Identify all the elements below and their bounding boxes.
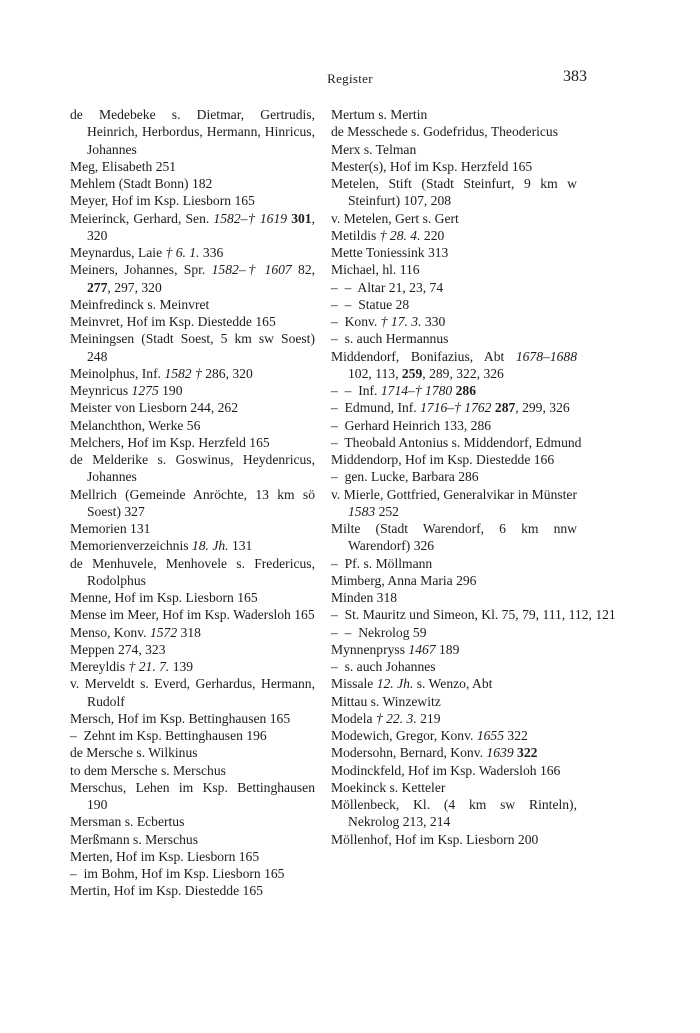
- entry-text: – Gerhard Heinrich 133, 286: [331, 417, 492, 433]
- entry-date-italic: † 6. 1.: [165, 245, 200, 260]
- entry-text: 330: [421, 314, 446, 329]
- entry-text: Mertum s. Mertin: [331, 107, 428, 122]
- entry-text: 252: [375, 503, 399, 519]
- entry-text: v. Merveldt s. Everd, Gerhardus, Hermann, Rudolf: [70, 676, 315, 709]
- entry-page-bold: 286: [455, 383, 477, 398]
- entry-text: – St. Mauritz und Simeon, Kl. 75, 79, 111, 112, 121: [331, 607, 616, 623]
- index-entry: [331, 572, 577, 589]
- entry-date-italic: 12. Jh.: [376, 676, 414, 692]
- index-entry: [70, 106, 315, 158]
- index-entry: [70, 296, 315, 313]
- entry-text: de Mersche s. Wilkinus: [70, 745, 198, 761]
- index-entry: [331, 434, 582, 451]
- entry-date-italic: 1582–† 1607: [211, 262, 292, 278]
- index-entry: [70, 417, 315, 434]
- entry-text: 220: [420, 227, 445, 243]
- index-entry: [70, 589, 315, 606]
- index-entry: [331, 486, 577, 521]
- index-entry: [70, 175, 315, 192]
- entry-text: – Theobald Antonius s. Middendorf, Edmund: [331, 434, 582, 450]
- entry-date-italic: 1275: [131, 383, 159, 398]
- index-entry: [70, 813, 315, 830]
- entry-text: Memorien 131: [70, 521, 151, 536]
- entry-date-italic: 18. Jh.: [191, 538, 229, 554]
- index-column-right: [331, 106, 616, 848]
- entry-text: Modela: [331, 710, 376, 726]
- index-entry: [70, 727, 315, 744]
- entry-text: Melanchthon, Werke 56: [70, 417, 201, 433]
- index-entry: [331, 382, 577, 399]
- entry-page-bold: 259: [401, 365, 423, 381]
- entry-text: – Zehnt im Ksp. Bettinghausen 196: [70, 728, 267, 743]
- index-entry: [70, 537, 315, 554]
- index-entry: [331, 624, 577, 641]
- entry-date-italic: 1583: [348, 503, 376, 519]
- entry-text: 139: [169, 659, 194, 674]
- entry-text: Meister von Liesborn 244, 262: [70, 400, 239, 416]
- entry-text: , 320: [87, 210, 315, 243]
- entry-text: Metelen, Stift (Stadt Steinfurt, 9 km w Steinfurt) 107, 208: [331, 176, 577, 209]
- entry-text: 82,: [291, 262, 316, 278]
- entry-text: – – Statue 28: [331, 296, 410, 312]
- entry-text: Meinvret, Hof im Ksp. Diestedde 165: [70, 314, 276, 329]
- index-entry: [331, 313, 577, 330]
- index-entry: [70, 762, 315, 779]
- entry-text: de Messchede s. Godefridus, Theodericus: [331, 124, 559, 140]
- entry-text: de Melderike s. Goswinus, Heydenricus, Johannes: [70, 452, 315, 485]
- entry-text: 322: [504, 728, 528, 743]
- index-entry: [331, 175, 577, 210]
- entry-text: Meyer, Hof im Ksp. Liesborn 165: [70, 193, 255, 209]
- entry-text: Meiners, Johannes, Spr.: [70, 262, 212, 278]
- entry-text: Mette Toniessink 313: [331, 245, 449, 260]
- entry-text: Melchers, Hof im Ksp. Herzfeld 165: [70, 434, 270, 450]
- entry-text: – im Bohm, Hof im Ksp. Liesborn 165: [70, 866, 285, 881]
- entry-text: to dem Mersche s. Merschus: [70, 762, 226, 778]
- entry-text: Moekinck s. Ketteler: [331, 779, 446, 795]
- entry-text: Meynricus: [70, 383, 132, 398]
- index-entry: [331, 693, 577, 710]
- entry-text: 286, 320: [201, 365, 253, 381]
- entry-text: Metildis: [331, 227, 380, 243]
- index-entry: [70, 382, 315, 399]
- index-entry: [331, 468, 577, 485]
- index-entry: [70, 779, 315, 814]
- entry-text: v. Mierle, Gottfried, Generalvikar in Münster: [331, 486, 577, 502]
- index-entry: [331, 296, 577, 313]
- entry-text: 336: [199, 245, 224, 260]
- entry-text: 131: [228, 538, 253, 554]
- index-entry: [331, 710, 577, 727]
- index-entry: [331, 330, 577, 347]
- index-entry: [331, 123, 577, 140]
- entry-text: Menne, Hof im Ksp. Liesborn 165: [70, 590, 258, 605]
- entry-text: – – Nekrolog 59: [331, 624, 427, 640]
- entry-date-italic: 1467: [408, 641, 436, 657]
- entry-text: Minden 318: [331, 590, 398, 605]
- entry-text: – s. auch Johannes: [331, 659, 436, 674]
- index-entry: [331, 589, 577, 606]
- entry-text: , 299, 326: [515, 400, 570, 416]
- entry-date-italic: 1639: [486, 745, 514, 761]
- entry-text: – – Inf.: [331, 383, 381, 398]
- index-column-left: [70, 106, 315, 900]
- entry-text: Mersch, Hof im Ksp. Bettinghausen 165: [70, 710, 291, 726]
- index-entry: [70, 710, 315, 727]
- entry-text: 190: [158, 383, 183, 398]
- entry-text: Mimberg, Anna Maria 296: [331, 572, 477, 588]
- entry-text: – Edmund, Inf.: [331, 400, 421, 416]
- entry-text: Mellrich (Gemeinde Anröchte, 13 km sö Soest) 327: [70, 486, 315, 519]
- index-entry: [331, 227, 577, 244]
- index-entry: [331, 658, 577, 675]
- index-entry: [70, 744, 315, 761]
- index-entry: [331, 348, 577, 383]
- index-entry: [331, 399, 577, 416]
- index-entry: [70, 624, 315, 641]
- index-entry: [331, 520, 577, 555]
- index-entry: [70, 520, 315, 537]
- entry-text: Mersman s. Ecbertus: [70, 814, 185, 830]
- entry-text: Merten, Hof im Ksp. Liesborn 165: [70, 848, 260, 864]
- entry-text: 318: [177, 624, 201, 640]
- entry-date-italic: † 22. 3.: [375, 710, 417, 726]
- index-entry: [331, 744, 577, 761]
- entry-text: Merßmann s. Merschus: [70, 831, 198, 847]
- entry-text: Modinckfeld, Hof im Ksp. Wadersloh 166: [331, 762, 561, 778]
- entry-text: 102, 113,: [348, 365, 402, 381]
- index-entry: [331, 279, 577, 296]
- entry-date-italic: 1678–1688: [515, 348, 577, 364]
- entry-text: Michael, hl. 116: [331, 262, 420, 278]
- index-entry: [70, 313, 315, 330]
- index-entry: [331, 555, 577, 572]
- entry-text: de Medebeke s. Dietmar, Gertrudis, Heinrich, Herbordus, Hermann, Hinricus, Johannes: [70, 107, 315, 157]
- entry-text: – Konv.: [331, 314, 381, 329]
- index-entry: [70, 261, 315, 296]
- index-entry: [331, 831, 577, 848]
- page-number: 383: [563, 68, 587, 85]
- index-entry: [331, 779, 577, 796]
- entry-text: Mertin, Hof im Ksp. Diestedde 165: [70, 883, 263, 899]
- index-entry: [70, 865, 315, 882]
- index-entry: [70, 330, 315, 365]
- entry-date-italic: 1572: [149, 624, 178, 640]
- entry-text: Möllenbeck, Kl. (4 km sw Rinteln), Nekrolog 213, 214: [331, 797, 577, 830]
- index-entry: [70, 882, 315, 899]
- entry-date-italic: 1655: [476, 728, 504, 743]
- entry-text: Middendorf, Bonifazius, Abt: [331, 348, 516, 364]
- entry-text: Memorienverzeichnis: [70, 538, 192, 554]
- entry-text: – s. auch Hermannus: [331, 331, 449, 347]
- entry-page-bold: 287: [494, 400, 516, 416]
- entry-page-bold: 277: [87, 279, 108, 295]
- index-entry: [331, 417, 577, 434]
- index-entry: [331, 210, 577, 227]
- index-entry: [70, 434, 315, 451]
- entry-text: – gen. Lucke, Barbara 286: [331, 469, 479, 485]
- index-entry: [331, 244, 577, 261]
- entry-text: Merschus, Lehen im Ksp. Bettinghausen 190: [70, 779, 315, 812]
- entry-text: Merx s. Telman: [331, 141, 417, 157]
- index-entry: [70, 399, 315, 416]
- index-entry: [70, 848, 315, 865]
- entry-text: de Menhuvele, Menhovele s. Fredericus, Rodolphus: [70, 555, 315, 588]
- index-entry: [70, 658, 315, 675]
- index-entry: [70, 675, 315, 710]
- index-entry: [331, 727, 577, 744]
- index-entry: [331, 762, 577, 779]
- entry-text: Möllenhof, Hof im Ksp. Liesborn 200: [331, 831, 539, 847]
- entry-text: Meg, Elisabeth 251: [70, 158, 177, 174]
- entry-date-italic: † 17. 3.: [380, 314, 422, 329]
- index-entry: [70, 486, 315, 521]
- entry-text: Meinfredinck s. Meinvret: [70, 296, 210, 312]
- index-entry: [70, 451, 315, 486]
- entry-text: Mynnenpryss: [331, 641, 409, 657]
- entry-text: – Pf. s. Möllmann: [331, 555, 433, 571]
- entry-text: Mereyldis: [70, 659, 129, 674]
- entry-date-italic: † 21. 7.: [128, 659, 170, 674]
- entry-date-italic: 1582–† 1619: [213, 210, 288, 226]
- index-entry: [70, 606, 315, 623]
- index-entry: [70, 210, 315, 245]
- entry-text: Meiningsen (Stadt Soest, 5 km sw Soest) 248: [70, 331, 315, 364]
- entry-date-italic: 1716–† 1762: [420, 400, 492, 416]
- index-entry: [331, 606, 616, 623]
- entry-text: Meierinck, Gerhard, Sen.: [70, 210, 214, 226]
- index-entry: [70, 831, 315, 848]
- index-entry: [331, 106, 577, 123]
- index-entry: [70, 158, 315, 175]
- entry-text: , 297, 320: [107, 279, 162, 295]
- entry-text: Missale: [331, 676, 377, 692]
- entry-text: Middendorp, Hof im Ksp. Diestedde 166: [331, 452, 555, 467]
- entry-text: Modersohn, Bernard, Konv.: [331, 745, 487, 761]
- index-entry: [331, 675, 577, 692]
- entry-date-italic: † 28. 4.: [379, 227, 421, 243]
- index-entry: [70, 365, 315, 382]
- running-header: Register: [327, 71, 373, 86]
- entry-date-italic: 1582 †: [164, 365, 202, 381]
- entry-text: Mittau s. Winzewitz: [331, 693, 441, 709]
- entry-text: – – Altar 21, 23, 74: [331, 279, 444, 295]
- entry-text: Mester(s), Hof im Ksp. Herzfeld 165: [331, 158, 533, 174]
- index-entry: [331, 141, 577, 158]
- entry-text: 189: [435, 641, 460, 657]
- entry-text: Meppen 274, 323: [70, 641, 166, 657]
- index-entry: [331, 796, 577, 831]
- index-entry: [70, 192, 315, 209]
- entry-text: Milte (Stadt Warendorf, 6 km nnw Warendorf) 326: [331, 521, 577, 554]
- index-entry: [331, 158, 577, 175]
- entry-text: Modewich, Gregor, Konv.: [331, 728, 477, 743]
- entry-text: v. Metelen, Gert s. Gert: [331, 210, 459, 226]
- entry-text: Menso, Konv.: [70, 624, 150, 640]
- entry-date-italic: 1714–† 1780: [380, 383, 453, 398]
- entry-text: Meinolphus, Inf.: [70, 365, 165, 381]
- index-entry: [331, 451, 577, 468]
- entry-text: Mehlem (Stadt Bonn) 182: [70, 176, 213, 191]
- index-entry: [70, 244, 315, 261]
- entry-text: , 289, 322, 326: [422, 365, 504, 381]
- index-entry: [331, 641, 577, 658]
- index-entry: [70, 641, 315, 658]
- entry-text: Meynardus, Laie: [70, 245, 166, 260]
- index-entry: [70, 555, 315, 590]
- entry-page-bold: 322: [517, 745, 538, 761]
- entry-text: s. Wenzo, Abt: [413, 676, 493, 692]
- index-entry: [331, 261, 577, 278]
- entry-text: Mense im Meer, Hof im Ksp. Wadersloh 165: [70, 607, 315, 623]
- entry-text: 219: [416, 710, 441, 726]
- entry-page-bold: 301: [291, 210, 312, 226]
